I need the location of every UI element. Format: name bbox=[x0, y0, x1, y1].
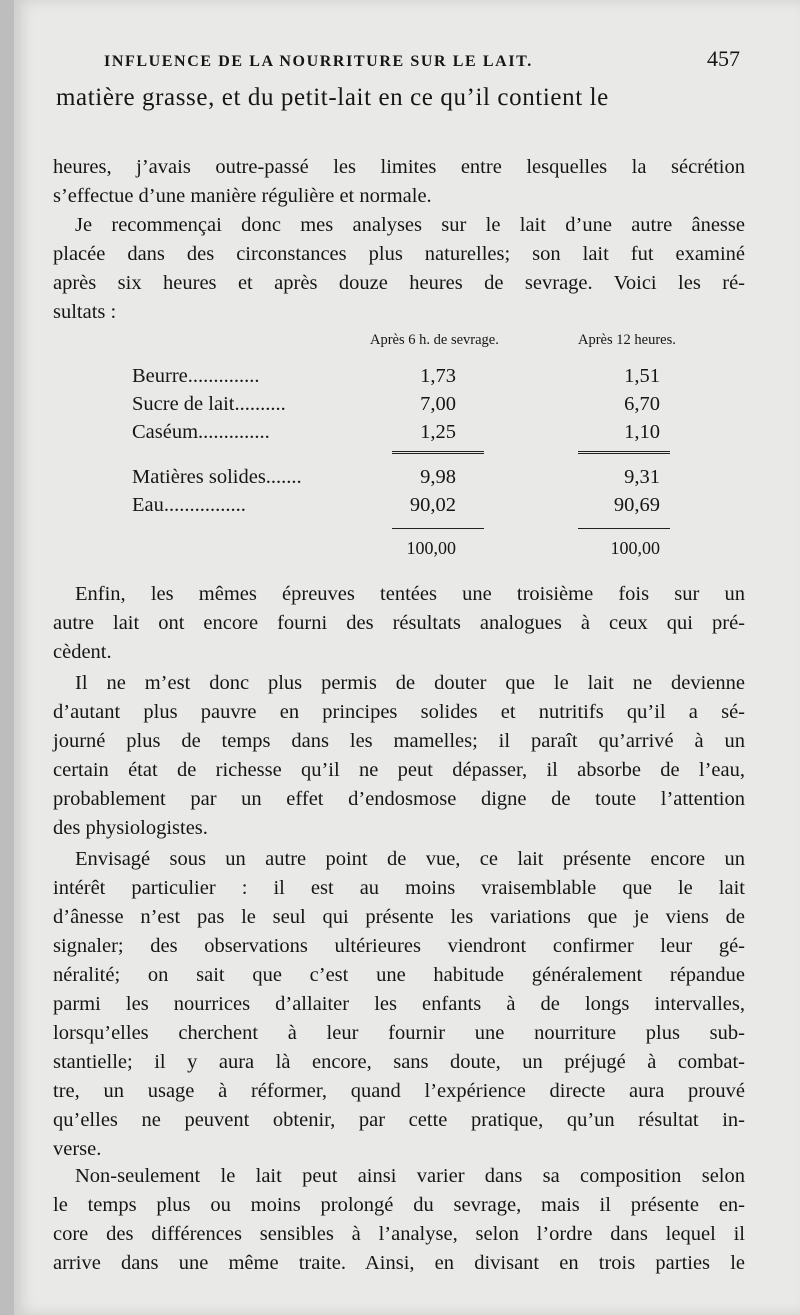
row-value-6h: 9,98 bbox=[420, 466, 456, 488]
text-line: Je recommençai donc mes analyses sur le lait d’une autre ânesse bbox=[75, 214, 745, 236]
row-value-12h: 6,70 bbox=[624, 393, 660, 415]
text-line: parmi les nourrices d’allaiter les enfants à de longs intervalles, bbox=[53, 993, 745, 1015]
text-line: arrive dans une même traite. Ainsi, en divisant en trois parties le bbox=[53, 1252, 745, 1274]
row-label: Beurre.............. bbox=[132, 365, 260, 387]
text-line: verse. bbox=[53, 1138, 102, 1160]
text-line: s’effectue d’une manière régulière et normale. bbox=[53, 185, 432, 207]
text-line: core des différences sensibles à l’analyse, selon l’ordre dans lequel il bbox=[53, 1223, 745, 1245]
text-line: Il ne m’est donc plus permis de douter que le lait ne devienne bbox=[75, 672, 745, 694]
text-line: intérêt particulier : il est au moins vraisemblable que le lait bbox=[53, 877, 745, 899]
text-line: qu’elles ne peuvent obtenir, par cette pratique, qu’un résultat in- bbox=[53, 1109, 745, 1131]
table-col2-header: Après 12 heures. bbox=[578, 332, 676, 348]
row-value-12h: 1,10 bbox=[624, 421, 660, 443]
text-line: signaler; des observations ultérieures viendront confirmer leur gé- bbox=[53, 935, 745, 957]
sum-rule bbox=[578, 451, 670, 454]
paragraph-3 bbox=[53, 580, 745, 667]
row-value-6h: 1,73 bbox=[420, 365, 456, 387]
text-line: stantielle; il y aura là encore, sans doute, un préjugé à combat- bbox=[53, 1051, 745, 1073]
text-line: journé plus de temps dans les mamelles; il paraît qu’arrivé à un bbox=[53, 730, 745, 752]
row-label: Caséum.............. bbox=[132, 421, 270, 443]
total-rule bbox=[392, 528, 484, 529]
row-value-12h: 90,69 bbox=[613, 494, 660, 516]
text-line: d’autant plus pauvre en principes solides et nutritifs qu’il a sé- bbox=[53, 701, 745, 723]
text-line: lorsqu’elles cherchent à leur fournir une nourriture plus sub- bbox=[53, 1022, 745, 1044]
row-value-6h: 90,02 bbox=[409, 494, 456, 516]
text-line: le temps plus ou moins prolongé du sevrage, mais il présente en- bbox=[53, 1194, 745, 1216]
paragraph-4 bbox=[53, 669, 745, 843]
total-rule bbox=[578, 528, 670, 529]
text-line: autre lait ont encore fourni des résultats analogues à ceux qui pré- bbox=[53, 612, 745, 634]
row-label: Matières solides....... bbox=[132, 466, 302, 488]
text-line: Enfin, les mêmes épreuves tentées une troisième fois sur un bbox=[75, 583, 745, 605]
row-value-6h: 1,25 bbox=[420, 421, 456, 443]
paragraph-5 bbox=[53, 845, 745, 1164]
text-line: certain état de richesse qu’il ne peut dépasser, il absorbe de l’eau, bbox=[53, 759, 745, 781]
text-line: d’ânesse n’est pas le seul qui présente les variations que je viens de bbox=[53, 906, 745, 928]
text-line: cèdent. bbox=[53, 641, 112, 663]
paragraph-1 bbox=[53, 153, 745, 211]
row-total-12h: 100,00 bbox=[610, 538, 660, 558]
text-line: heures, j’avais outre-passé les limites entre lesquelles la sécrétion bbox=[53, 156, 745, 178]
table-row bbox=[132, 421, 672, 449]
continued-line: matière grasse, et du petit-lait en ce qu’il contient le bbox=[56, 84, 609, 111]
text-line: tre, un usage à réformer, quand l’expérience directe aura prouvé bbox=[53, 1080, 745, 1102]
text-line: Non-seulement le lait peut ainsi varier dans sa composition selon bbox=[75, 1165, 745, 1187]
row-label: Sucre de lait.......... bbox=[132, 393, 286, 415]
paragraph-2 bbox=[53, 211, 745, 327]
paragraph-6 bbox=[53, 1162, 745, 1278]
table-row-solids bbox=[132, 466, 672, 494]
text-line: Envisagé sous un autre point de vue, ce lait présente encore un bbox=[75, 848, 745, 870]
table-row bbox=[132, 365, 672, 393]
table-row bbox=[132, 393, 672, 421]
table-col1-header: Après 6 h. de sevrage. bbox=[370, 332, 499, 348]
page-header bbox=[104, 46, 740, 72]
text-line: placée dans des circonstances plus naturelles; son lait fut examiné bbox=[53, 243, 745, 265]
row-value-12h: 1,51 bbox=[624, 365, 660, 387]
table-row-water bbox=[132, 494, 672, 522]
text-line: sultats : bbox=[53, 301, 117, 323]
text-line: probablement par un effet d’endosmose digne de toute l’attention bbox=[53, 788, 745, 810]
row-label: Eau................ bbox=[132, 494, 246, 516]
sum-rule bbox=[392, 451, 484, 454]
page-number: 457 bbox=[707, 46, 740, 71]
row-total-6h: 100,00 bbox=[406, 538, 456, 558]
text-line: après six heures et après douze heures de sevrage. Voici les ré- bbox=[53, 272, 745, 294]
text-line: des physiologistes. bbox=[53, 817, 208, 839]
row-value-6h: 7,00 bbox=[420, 393, 456, 415]
running-title: INFLUENCE DE LA NOURRITURE SUR LE LAIT. bbox=[104, 53, 533, 70]
text-line: néralité; on sait que c’est une habitude généralement répandue bbox=[53, 964, 745, 986]
row-value-12h: 9,31 bbox=[624, 466, 660, 488]
table-row-total bbox=[132, 538, 672, 566]
